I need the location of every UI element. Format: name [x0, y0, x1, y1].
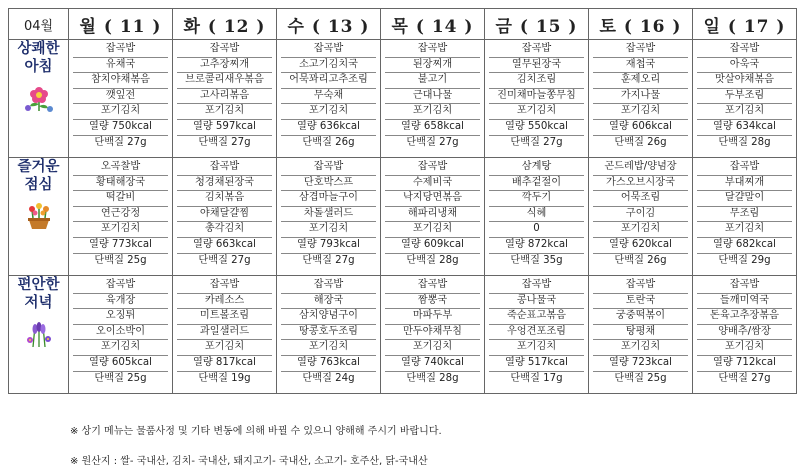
menu-item: 잡곡밥: [177, 42, 272, 58]
lunch-label-cell: [9, 158, 69, 276]
calorie-value: 열량 597kcal: [177, 120, 272, 136]
menu-item: 낙지당면볶음: [385, 191, 480, 207]
menu-item: 포기김치: [593, 340, 688, 356]
breakfast-label: 상쾌한 아침: [17, 41, 60, 75]
protein-value: 단백질 27g: [198, 136, 251, 148]
menu-item: 포기김치: [697, 222, 792, 238]
lunch-sat-cell: [589, 158, 693, 276]
menu-item: 잡곡밥: [385, 160, 480, 176]
breakfast-fri-cell: [485, 40, 589, 158]
dinner-mon-cell: [69, 276, 173, 394]
breakfast-wed-cell: [277, 40, 381, 158]
menu-item: 불고기: [385, 73, 480, 89]
menu-item: 미트볼조림: [177, 309, 272, 325]
menu-item: 우엉견포조림: [489, 325, 584, 341]
menu-item: 포기김치: [385, 222, 480, 238]
lunch-thu-cell: [381, 158, 485, 276]
calorie-value: 열량 634kcal: [697, 120, 792, 136]
calorie-value: 열량 605kcal: [73, 356, 168, 372]
menu-item: 포기김치: [281, 222, 376, 238]
calorie-value: 열량 682kcal: [697, 238, 792, 254]
lunch-label: 즐거운 점심: [17, 159, 60, 193]
menu-item: 김치볶음: [177, 191, 272, 207]
menu-item: 어묵꽈리고추조림: [281, 73, 376, 89]
menu-item: 돈육고추장볶음: [697, 309, 792, 325]
menu-item: 포기김치: [73, 104, 168, 120]
lunch-sun-cell: [693, 158, 797, 276]
menu-item: 포기김치: [177, 340, 272, 356]
dinner-sat-cell: [589, 276, 693, 394]
menu-item: 잡곡밥: [697, 42, 792, 58]
menu-item: 진미채마늘쫑무침: [489, 89, 584, 105]
menu-item: 포기김치: [385, 340, 480, 356]
menu-item: 포기김치: [489, 340, 584, 356]
breakfast-sat-cell: [589, 40, 693, 158]
dinner-label-cell: [9, 276, 69, 394]
protein-value: 단백질 27g: [94, 136, 147, 148]
menu-item: 삼계탕: [489, 160, 584, 176]
menu-item: 잡곡밥: [697, 160, 792, 176]
protein-value: 단백질 27g: [510, 136, 563, 148]
menu-item: 고사리볶음: [177, 89, 272, 105]
origin-note: ※ 원산지 : 쌀- 국내산, 김치- 국내산, 돼지고기- 국내산, 소고기- 호주산, 닭-국내산: [70, 456, 428, 467]
menu-item: 해파리냉채: [385, 207, 480, 223]
menu-item: 훈제오리: [593, 73, 688, 89]
menu-item: 잡곡밥: [73, 42, 168, 58]
calorie-value: 열량 872kcal: [489, 238, 584, 254]
menu-item: 잡곡밥: [177, 278, 272, 294]
menu-item: 포기김치: [489, 104, 584, 120]
day-header-tue: 화 ( 12 ): [173, 9, 277, 40]
menu-item: 된장찌개: [385, 58, 480, 74]
dinner-thu-cell: [381, 276, 485, 394]
menu-item: 0: [489, 222, 584, 238]
menu-item: 무조림: [697, 207, 792, 223]
protein-value: 단백질 25g: [94, 254, 147, 266]
menu-item: 포기김치: [281, 104, 376, 120]
lunch-row: [9, 158, 797, 276]
menu-item: 부대찌개: [697, 176, 792, 192]
menu-item: 연근강정: [73, 207, 168, 223]
calorie-value: 열량 712kcal: [697, 356, 792, 372]
menu-item: 육개장: [73, 294, 168, 310]
menu-item: 포기김치: [281, 340, 376, 356]
menu-item: 들깨미역국: [697, 294, 792, 310]
menu-item: 땅콩호두조림: [281, 325, 376, 341]
calorie-value: 열량 620kcal: [593, 238, 688, 254]
menu-item: 궁중떡볶이: [593, 309, 688, 325]
calorie-value: 열량 773kcal: [73, 238, 168, 254]
breakfast-sun-cell: [693, 40, 797, 158]
menu-item: 포기김치: [697, 340, 792, 356]
breakfast-label-cell: [9, 40, 69, 158]
dinner-fri-cell: [485, 276, 589, 394]
weekly-meal-table: [8, 8, 797, 394]
dinner-tue-cell: [173, 276, 277, 394]
menu-item: 잡곡밥: [177, 160, 272, 176]
menu-item: 두부조림: [697, 89, 792, 105]
calorie-value: 열량 750kcal: [73, 120, 168, 136]
menu-item: 총각김치: [177, 222, 272, 238]
month-header: 04월: [9, 9, 69, 40]
menu-item: 가스오브시장국: [593, 176, 688, 192]
breakfast-row: [9, 40, 797, 158]
day-header-thu: 목 ( 14 ): [381, 9, 485, 40]
menu-item: 유채국: [73, 58, 168, 74]
menu-item: 잡곡밥: [385, 42, 480, 58]
menu-item: 잡곡밥: [489, 42, 584, 58]
protein-value: 단백질 28g: [406, 372, 459, 384]
calorie-value: 열량 817kcal: [177, 356, 272, 372]
breakfast-thu-cell: [381, 40, 485, 158]
menu-item: 포기김치: [73, 340, 168, 356]
menu-item: 아욱국: [697, 58, 792, 74]
calorie-value: 열량 658kcal: [385, 120, 480, 136]
menu-item: 무숙채: [281, 89, 376, 105]
menu-item: 잡곡밥: [593, 42, 688, 58]
menu-item: 김치조림: [489, 73, 584, 89]
calorie-value: 열량 636kcal: [281, 120, 376, 136]
menu-item: 짬뽕국: [385, 294, 480, 310]
flower-icon: [21, 82, 57, 112]
menu-item: 죽순표고볶음: [489, 309, 584, 325]
menu-item: 열무된장국: [489, 58, 584, 74]
menu-item: 참치야채볶음: [73, 73, 168, 89]
menu-item: 해장국: [281, 294, 376, 310]
menu-item: 깻잎전: [73, 89, 168, 105]
breakfast-tue-cell: [173, 40, 277, 158]
menu-item: 토란국: [593, 294, 688, 310]
menu-item: 고추장찌개: [177, 58, 272, 74]
dinner-label: 편안한 저녁: [17, 277, 60, 311]
menu-item: 야채달걀찜: [177, 207, 272, 223]
menu-item: 근대나물: [385, 89, 480, 105]
menu-item: 과일샐러드: [177, 325, 272, 341]
menu-item: 가지나물: [593, 89, 688, 105]
flowerpot-icon: [21, 200, 57, 230]
protein-value: 단백질 27g: [198, 254, 251, 266]
lunch-fri-cell: [485, 158, 589, 276]
menu-item: 오징튀: [73, 309, 168, 325]
menu-item: 삼치양념구이: [281, 309, 376, 325]
menu-item: 잡곡밥: [697, 278, 792, 294]
menu-item: 황태해장국: [73, 176, 168, 192]
day-header-mon: 월 ( 11 ): [69, 9, 173, 40]
menu-item: 포기김치: [177, 104, 272, 120]
calorie-value: 열량 550kcal: [489, 120, 584, 136]
menu-item: 달걀말이: [697, 191, 792, 207]
lunch-mon-cell: [69, 158, 173, 276]
protein-value: 단백질 17g: [510, 372, 563, 384]
menu-item: 탕평채: [593, 325, 688, 341]
menu-item: 잡곡밥: [385, 278, 480, 294]
protein-value: 단백질 26g: [614, 136, 667, 148]
menu-item: 콩나물국: [489, 294, 584, 310]
menu-item: 잡곡밥: [281, 278, 376, 294]
dinner-sun-cell: [693, 276, 797, 394]
menu-item: 구이김: [593, 207, 688, 223]
menu-item: 오이소박이: [73, 325, 168, 341]
menu-item: 포기김치: [593, 222, 688, 238]
calorie-value: 열량 740kcal: [385, 356, 480, 372]
menu-item: 잡곡밥: [281, 42, 376, 58]
protein-value: 단백질 19g: [198, 372, 251, 384]
protein-value: 단백질 27g: [302, 254, 355, 266]
menu-item: 청경채된장국: [177, 176, 272, 192]
menu-item: 포기김치: [385, 104, 480, 120]
protein-value: 단백질 35g: [510, 254, 563, 266]
protein-value: 단백질 27g: [718, 372, 771, 384]
menu-item: 어묵조림: [593, 191, 688, 207]
menu-item: 카레소스: [177, 294, 272, 310]
menu-change-note: ※ 상기 메뉴는 물품사정 및 기타 변동에 의해 바뀔 수 있으니 양해해 주시기 바랍니다.: [70, 426, 442, 437]
calorie-value: 열량 517kcal: [489, 356, 584, 372]
calorie-value: 열량 723kcal: [593, 356, 688, 372]
menu-item: 식혜: [489, 207, 584, 223]
protein-value: 단백질 25g: [614, 372, 667, 384]
protein-value: 단백질 29g: [718, 254, 771, 266]
menu-item: 포기김치: [73, 222, 168, 238]
header-row: [9, 9, 797, 40]
protein-value: 단백질 24g: [302, 372, 355, 384]
menu-item: 단호박스프: [281, 176, 376, 192]
menu-item: 소고기김치국: [281, 58, 376, 74]
dinner-wed-cell: [277, 276, 381, 394]
menu-item: 포기김치: [697, 104, 792, 120]
calorie-value: 열량 663kcal: [177, 238, 272, 254]
menu-item: 재첩국: [593, 58, 688, 74]
day-header-wed: 수 ( 13 ): [277, 9, 381, 40]
menu-item: 잡곡밥: [73, 278, 168, 294]
protein-value: 단백질 28g: [718, 136, 771, 148]
calorie-value: 열량 609kcal: [385, 238, 480, 254]
lunch-tue-cell: [173, 158, 277, 276]
day-header-sat: 토 ( 16 ): [589, 9, 693, 40]
menu-item: 차돌샐러드: [281, 207, 376, 223]
breakfast-mon-cell: [69, 40, 173, 158]
menu-item: 포기김치: [593, 104, 688, 120]
protein-value: 단백질 25g: [94, 372, 147, 384]
menu-item: 깍두기: [489, 191, 584, 207]
calorie-value: 열량 606kcal: [593, 120, 688, 136]
protein-value: 단백질 27g: [406, 136, 459, 148]
menu-item: 잡곡밥: [281, 160, 376, 176]
menu-item: 마파두부: [385, 309, 480, 325]
lavender-icon: [21, 318, 57, 348]
menu-item: 브로콜리새우볶음: [177, 73, 272, 89]
day-header-sun: 일 ( 17 ): [693, 9, 797, 40]
menu-item: 잡곡밥: [593, 278, 688, 294]
protein-value: 단백질 26g: [614, 254, 667, 266]
protein-value: 단백질 28g: [406, 254, 459, 266]
menu-item: 떡갈비: [73, 191, 168, 207]
day-header-fri: 금 ( 15 ): [485, 9, 589, 40]
calorie-value: 열량 763kcal: [281, 356, 376, 372]
menu-item: 만두야채무침: [385, 325, 480, 341]
menu-item: 잡곡밥: [489, 278, 584, 294]
menu-item: 맛살야채볶음: [697, 73, 792, 89]
dinner-row: [9, 276, 797, 394]
menu-item: 오곡찰밥: [73, 160, 168, 176]
calorie-value: 열량 793kcal: [281, 238, 376, 254]
menu-item: 양배추/쌈장: [697, 325, 792, 341]
protein-value: 단백질 26g: [302, 136, 355, 148]
menu-item: 곤드레밥/양념장: [593, 160, 688, 176]
menu-item: 수제비국: [385, 176, 480, 192]
lunch-wed-cell: [277, 158, 381, 276]
menu-item: 배추겉절이: [489, 176, 584, 192]
menu-item: 삼겹마늘구이: [281, 191, 376, 207]
